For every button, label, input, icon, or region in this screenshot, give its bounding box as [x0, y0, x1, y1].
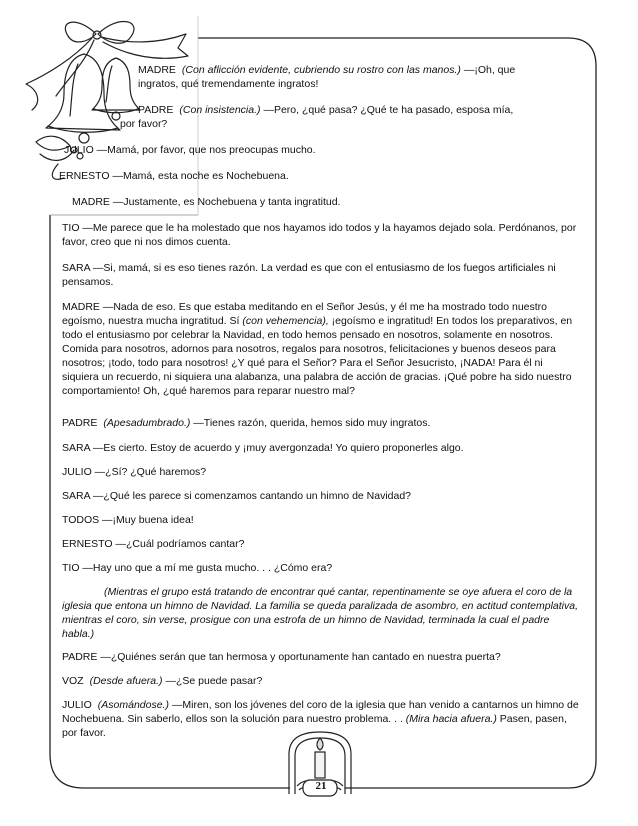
- speaker: MADRE: [138, 64, 176, 76]
- stage-direction: (Desde afuera.): [89, 675, 163, 687]
- speaker: PADRE: [138, 104, 174, 116]
- stage-direction: (Apesadumbrado.): [103, 417, 191, 429]
- tio-line-1: TIO —Me parece que le ha molestado que nos hayamos ido todos y la hayamos dejado sola. Perdónanos, por favor, creo que ni nos dimos cuenta.: [62, 222, 577, 248]
- madre-line-2: MADRE —Justamente, es Nochebuena y tanta ingratitud.: [72, 196, 341, 208]
- dialogue: por favor?: [120, 118, 168, 130]
- ernesto-line-2: ERNESTO —¿Cuál podríamos cantar?: [62, 538, 245, 550]
- dialogue: —Tienes razón, querida, hemos sido muy ingratos.: [193, 417, 431, 429]
- stage-direction: (con vehemencia),: [242, 315, 329, 327]
- speaker: PADRE: [62, 417, 98, 429]
- dialogue: MADRE —Nada de eso. Es que estaba meditando en el Señor Jesús, y él me ha mostrado todo nuestro egoísmo, nuestra mucha ingratitud. Sí: [62, 301, 548, 327]
- ernesto-line-1: ERNESTO —Mamá, esta noche es Nochebuena.: [59, 170, 289, 182]
- stage-direction: (Con aflicción evidente, cubriendo su rostro con las manos.): [181, 64, 461, 76]
- stage-direction: (Con insistencia.): [179, 104, 261, 116]
- stage-direction-block: (Mientras el grupo está tratando de encontrar qué cantar, repentinamente se oye afuera el coro de la iglesia que entona un himno de Navidad. La familia se queda paralizada de asombro, en actitud contemplativa, mientras el coro, sin verse, prosigue con una estrofa de un himno de Navidad, terminada la cual el padre habla.): [62, 586, 578, 640]
- dialogue: —¿Se puede pasar?: [165, 675, 263, 687]
- madre-line-1: [138, 63, 568, 91]
- dialogue: —¡Oh, que: [463, 64, 516, 76]
- page-number: 21: [315, 780, 327, 792]
- padre-line-2: [62, 416, 580, 430]
- sara-line-3: SARA —¿Qué les parece si comenzamos cantando un himno de Navidad?: [62, 490, 412, 502]
- dialogue: Pasen, pasen, por favor.: [62, 713, 567, 739]
- stage-direction: (Mira hacia afuera.): [405, 713, 497, 725]
- voz-line-1: [62, 674, 580, 688]
- padre-line-1: [120, 103, 570, 131]
- madre-line-3: [62, 300, 580, 398]
- dialogue: ingratos, qué tremendamente ingratos!: [138, 78, 319, 90]
- dialogue: ¡egoísmo e ingratitud! En todos los preparativos, en todo el entusiasmo por celebrar la Navidad, en todo hemos pensado en nosotros, solamente en nosotros. Comida para nosotros, adornos para nosotros, regalos para nosotros, felicitaciones y buenos deseos para nosotros; ¡todo, todo para nosotros! ¿Y qué para el Señor? Para el Señor Jesucristo, ¡NADA! Para él ni siquiera un recuerdo, ni siquiera una alabanza, una palabra de acción de gracias. ¡Qué pobre ha sido nuestro comportamiento! Oh, ¿qué haremos para reparar nuestro mal?: [62, 315, 573, 397]
- julio-line-2: JULIO —¿Sí? ¿Qué haremos?: [62, 466, 207, 478]
- speaker: VOZ: [62, 675, 84, 687]
- dialogue: —Pero, ¿qué pasa? ¿Qué te ha pasado, esposa mía,: [263, 104, 514, 116]
- speaker: JULIO: [62, 699, 92, 711]
- padre-line-3: PADRE —¿Quiénes serán que tan hermosa y oportunamente han cantado en nuestra puerta?: [62, 651, 501, 663]
- todos-line-1: TODOS —¡Muy buena idea!: [62, 514, 194, 526]
- sara-line-1: SARA —Si, mamá, si es eso tienes razón. La verdad es que con el entusiasmo de los fuegos artificiales ni pensamos.: [62, 262, 556, 288]
- christmas-bells-icon: [18, 14, 193, 184]
- sara-line-2: SARA —Es cierto. Estoy de acuerdo y ¡muy avergonzada! Yo quiero proponerles algo.: [62, 442, 464, 454]
- julio-line-1: JULIO —Mamá, por favor, que nos preocupas mucho.: [64, 144, 316, 156]
- tio-line-2: TIO —Hay uno que a mí me gusta mucho. . . ¿Cómo era?: [62, 562, 333, 574]
- stage-direction: (Asomándose.): [97, 699, 169, 711]
- dialogue: —Miren, son los jóvenes del coro de la iglesia que han venido a cantarnos un himno de Nochebuena. Sin saberlo, ellos son la solución para nuestro problema. . .: [62, 699, 579, 725]
